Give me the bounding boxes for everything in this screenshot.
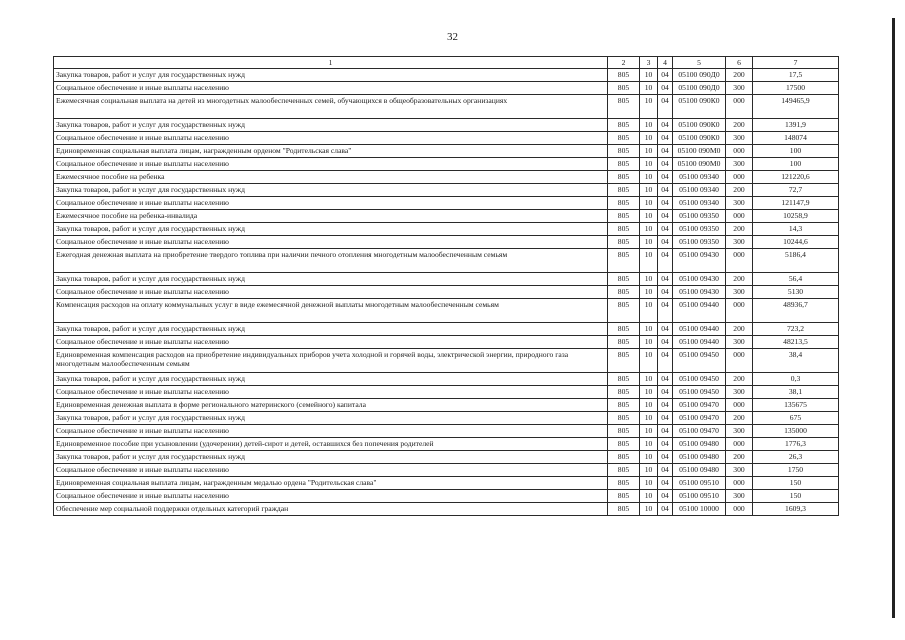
row-cell-4: 04 — [658, 399, 673, 412]
row-cell-7: 100 — [753, 158, 839, 171]
row-cell-2: 805 — [608, 273, 640, 286]
row-cell-4: 04 — [658, 69, 673, 82]
row-cell-6: 200 — [726, 412, 753, 425]
row-cell-3: 10 — [640, 425, 658, 438]
row-cell-2: 805 — [608, 412, 640, 425]
row-name-cell: Единовременная социальная выплата лицам, награжденным орденом "Родительская слава" — [54, 145, 608, 158]
row-cell-7: 72,7 — [753, 184, 839, 197]
row-cell-4: 04 — [658, 210, 673, 223]
row-cell-2: 805 — [608, 210, 640, 223]
row-cell-4: 04 — [658, 451, 673, 464]
row-cell-3: 10 — [640, 119, 658, 132]
row-name-cell: Закупка товаров, работ и услуг для государственных нужд — [54, 273, 608, 286]
table-row — [54, 336, 839, 349]
row-cell-2: 805 — [608, 464, 640, 477]
row-name-cell: Социальное обеспечение и иные выплаты населению — [54, 132, 608, 145]
row-cell-5: 05100 09470 — [673, 399, 726, 412]
row-cell-3: 10 — [640, 336, 658, 349]
row-cell-7: 5186,4 — [753, 249, 839, 273]
row-cell-3: 10 — [640, 349, 658, 373]
row-name-cell: Социальное обеспечение и иные выплаты населению — [54, 464, 608, 477]
row-cell-7: 723,2 — [753, 323, 839, 336]
row-cell-3: 10 — [640, 490, 658, 503]
row-cell-5: 05100 09340 — [673, 184, 726, 197]
table-row — [54, 464, 839, 477]
row-cell-5: 05100 09440 — [673, 336, 726, 349]
row-cell-3: 10 — [640, 286, 658, 299]
table-row — [54, 286, 839, 299]
row-cell-5: 05100 09470 — [673, 412, 726, 425]
row-cell-6: 300 — [726, 132, 753, 145]
row-cell-4: 04 — [658, 323, 673, 336]
row-cell-2: 805 — [608, 119, 640, 132]
row-cell-2: 805 — [608, 158, 640, 171]
table-row — [54, 399, 839, 412]
row-name-cell: Компенсация расходов на оплату коммунальных услуг в виде ежемесячной денежной выплаты многодетным малообеспеченным семьям — [54, 299, 608, 323]
row-cell-3: 10 — [640, 373, 658, 386]
row-cell-5: 05100 090Д0 — [673, 69, 726, 82]
row-cell-2: 805 — [608, 95, 640, 119]
row-name-cell: Закупка товаров, работ и услуг для государственных нужд — [54, 119, 608, 132]
row-cell-2: 805 — [608, 399, 640, 412]
table-row — [54, 451, 839, 464]
row-name-cell: Социальное обеспечение и иные выплаты населению — [54, 286, 608, 299]
row-name-cell: Социальное обеспечение и иные выплаты населению — [54, 336, 608, 349]
row-cell-6: 200 — [726, 323, 753, 336]
table-row — [54, 197, 839, 210]
row-cell-2: 805 — [608, 82, 640, 95]
row-name-cell: Социальное обеспечение и иные выплаты населению — [54, 158, 608, 171]
row-name-cell: Социальное обеспечение и иные выплаты населению — [54, 425, 608, 438]
row-cell-2: 805 — [608, 184, 640, 197]
row-cell-4: 04 — [658, 503, 673, 516]
row-cell-2: 805 — [608, 425, 640, 438]
row-cell-7: 1609,3 — [753, 503, 839, 516]
row-cell-5: 05100 09440 — [673, 299, 726, 323]
row-cell-5: 05100 10000 — [673, 503, 726, 516]
row-cell-5: 05100 090Д0 — [673, 82, 726, 95]
row-cell-4: 04 — [658, 197, 673, 210]
table-row — [54, 412, 839, 425]
row-cell-6: 300 — [726, 464, 753, 477]
row-cell-7: 38,4 — [753, 349, 839, 373]
row-cell-4: 04 — [658, 438, 673, 451]
row-cell-4: 04 — [658, 464, 673, 477]
row-cell-5: 05100 09510 — [673, 477, 726, 490]
row-cell-6: 000 — [726, 438, 753, 451]
table-row — [54, 349, 839, 373]
table-row — [54, 69, 839, 82]
table-row — [54, 82, 839, 95]
row-cell-6: 000 — [726, 249, 753, 273]
row-cell-5: 05100 090М0 — [673, 145, 726, 158]
row-cell-2: 805 — [608, 477, 640, 490]
table-row — [54, 503, 839, 516]
row-cell-2: 805 — [608, 299, 640, 323]
row-cell-2: 805 — [608, 197, 640, 210]
row-cell-2: 805 — [608, 503, 640, 516]
row-cell-7: 48213,5 — [753, 336, 839, 349]
table-row — [54, 95, 839, 119]
row-cell-7: 150 — [753, 477, 839, 490]
row-cell-7: 150 — [753, 490, 839, 503]
table-row — [54, 223, 839, 236]
table-row — [54, 386, 839, 399]
row-cell-3: 10 — [640, 95, 658, 119]
row-cell-4: 04 — [658, 386, 673, 399]
row-cell-4: 04 — [658, 412, 673, 425]
row-name-cell: Социальное обеспечение и иные выплаты населению — [54, 197, 608, 210]
row-cell-6: 200 — [726, 69, 753, 82]
row-cell-7: 38,1 — [753, 386, 839, 399]
row-cell-5: 05100 09480 — [673, 438, 726, 451]
row-name-cell: Закупка товаров, работ и услуг для государственных нужд — [54, 373, 608, 386]
row-cell-7: 100 — [753, 145, 839, 158]
row-cell-6: 300 — [726, 197, 753, 210]
row-cell-6: 300 — [726, 490, 753, 503]
row-cell-3: 10 — [640, 438, 658, 451]
row-cell-5: 05100 09480 — [673, 464, 726, 477]
row-cell-4: 04 — [658, 373, 673, 386]
row-cell-6: 200 — [726, 373, 753, 386]
budget-table — [53, 56, 839, 516]
row-cell-3: 10 — [640, 503, 658, 516]
row-cell-5: 05100 09470 — [673, 425, 726, 438]
row-cell-5: 05100 090К0 — [673, 132, 726, 145]
row-name-cell: Социальное обеспечение и иные выплаты населению — [54, 236, 608, 249]
table-row — [54, 373, 839, 386]
row-cell-3: 10 — [640, 412, 658, 425]
row-cell-7: 1391,9 — [753, 119, 839, 132]
row-cell-6: 300 — [726, 336, 753, 349]
row-cell-4: 04 — [658, 349, 673, 373]
row-cell-6: 000 — [726, 171, 753, 184]
row-cell-7: 135675 — [753, 399, 839, 412]
row-cell-6: 300 — [726, 286, 753, 299]
row-name-cell: Ежегодная денежная выплата на приобретение твердого топлива при наличии печного отопления многодетным малообеспеченным семьям — [54, 249, 608, 273]
row-cell-3: 10 — [640, 184, 658, 197]
row-cell-3: 10 — [640, 197, 658, 210]
row-cell-2: 805 — [608, 349, 640, 373]
table-row — [54, 119, 839, 132]
row-cell-4: 04 — [658, 95, 673, 119]
row-cell-5: 05100 09340 — [673, 171, 726, 184]
row-cell-5: 05100 09350 — [673, 210, 726, 223]
table-row — [54, 145, 839, 158]
row-cell-7: 135000 — [753, 425, 839, 438]
row-cell-7: 675 — [753, 412, 839, 425]
header-cell: 7 — [753, 57, 839, 69]
row-cell-7: 0,3 — [753, 373, 839, 386]
row-cell-4: 04 — [658, 490, 673, 503]
row-cell-7: 148074 — [753, 132, 839, 145]
row-name-cell: Ежемесячное пособие на ребенка-инвалида — [54, 210, 608, 223]
page-number: 32 — [447, 31, 458, 43]
row-cell-6: 300 — [726, 236, 753, 249]
row-name-cell: Единовременное пособие при усыновлении (удочерении) детей-сирот и детей, оставшихся без попечения родителей — [54, 438, 608, 451]
row-cell-6: 200 — [726, 184, 753, 197]
row-cell-2: 805 — [608, 386, 640, 399]
row-cell-6: 300 — [726, 82, 753, 95]
row-cell-3: 10 — [640, 299, 658, 323]
row-cell-7: 121147,9 — [753, 197, 839, 210]
row-cell-3: 10 — [640, 82, 658, 95]
row-cell-7: 121220,6 — [753, 171, 839, 184]
row-cell-7: 1776,3 — [753, 438, 839, 451]
row-cell-6: 300 — [726, 158, 753, 171]
table-row — [54, 236, 839, 249]
row-cell-3: 10 — [640, 145, 658, 158]
row-cell-6: 300 — [726, 386, 753, 399]
table-row — [54, 273, 839, 286]
row-cell-5: 05100 09450 — [673, 349, 726, 373]
table-row — [54, 490, 839, 503]
table-row — [54, 249, 839, 273]
row-name-cell: Ежемесячное пособие на ребенка — [54, 171, 608, 184]
row-cell-5: 05100 090К0 — [673, 95, 726, 119]
row-cell-4: 04 — [658, 223, 673, 236]
row-cell-4: 04 — [658, 286, 673, 299]
header-cell: 6 — [726, 57, 753, 69]
row-cell-7: 10258,9 — [753, 210, 839, 223]
row-cell-7: 14,3 — [753, 223, 839, 236]
row-cell-3: 10 — [640, 451, 658, 464]
header-cell: 5 — [673, 57, 726, 69]
row-cell-4: 04 — [658, 249, 673, 273]
row-cell-4: 04 — [658, 477, 673, 490]
row-cell-7: 5130 — [753, 286, 839, 299]
row-cell-6: 000 — [726, 299, 753, 323]
row-cell-6: 000 — [726, 349, 753, 373]
table-row — [54, 425, 839, 438]
row-cell-6: 000 — [726, 95, 753, 119]
table-header-row — [54, 57, 839, 69]
row-cell-2: 805 — [608, 171, 640, 184]
row-cell-2: 805 — [608, 249, 640, 273]
row-cell-7: 26,3 — [753, 451, 839, 464]
row-name-cell: Единовременная денежная выплата в форме регионального материнского (семейного) капитала — [54, 399, 608, 412]
row-cell-5: 05100 09430 — [673, 249, 726, 273]
row-cell-2: 805 — [608, 286, 640, 299]
row-cell-5: 05100 09510 — [673, 490, 726, 503]
row-name-cell: Социальное обеспечение и иные выплаты населению — [54, 490, 608, 503]
row-cell-6: 200 — [726, 119, 753, 132]
row-cell-4: 04 — [658, 299, 673, 323]
row-cell-2: 805 — [608, 236, 640, 249]
row-cell-7: 56,4 — [753, 273, 839, 286]
row-cell-6: 000 — [726, 145, 753, 158]
row-name-cell: Закупка товаров, работ и услуг для государственных нужд — [54, 69, 608, 82]
row-cell-2: 805 — [608, 438, 640, 451]
row-cell-2: 805 — [608, 132, 640, 145]
header-cell: 3 — [640, 57, 658, 69]
row-cell-4: 04 — [658, 145, 673, 158]
row-name-cell: Социальное обеспечение и иные выплаты населению — [54, 82, 608, 95]
row-cell-4: 04 — [658, 82, 673, 95]
page-edge-shadow — [892, 18, 895, 618]
row-name-cell: Закупка товаров, работ и услуг для государственных нужд — [54, 451, 608, 464]
row-cell-6: 000 — [726, 503, 753, 516]
row-cell-6: 200 — [726, 273, 753, 286]
row-cell-3: 10 — [640, 399, 658, 412]
row-name-cell: Единовременная социальная выплата лицам, награжденным медалью ордена "Родительская слава" — [54, 477, 608, 490]
table-row — [54, 171, 839, 184]
row-cell-4: 04 — [658, 425, 673, 438]
row-name-cell: Закупка товаров, работ и услуг для государственных нужд — [54, 223, 608, 236]
row-cell-7: 1750 — [753, 464, 839, 477]
row-cell-7: 17500 — [753, 82, 839, 95]
row-cell-4: 04 — [658, 336, 673, 349]
row-name-cell: Закупка товаров, работ и услуг для государственных нужд — [54, 323, 608, 336]
row-cell-3: 10 — [640, 464, 658, 477]
row-cell-2: 805 — [608, 336, 640, 349]
row-cell-5: 05100 09350 — [673, 236, 726, 249]
table-row — [54, 299, 839, 323]
row-cell-2: 805 — [608, 490, 640, 503]
row-cell-5: 05100 09450 — [673, 373, 726, 386]
row-cell-5: 05100 09340 — [673, 197, 726, 210]
row-cell-4: 04 — [658, 171, 673, 184]
row-name-cell: Закупка товаров, работ и услуг для государственных нужд — [54, 412, 608, 425]
row-cell-5: 05100 09480 — [673, 451, 726, 464]
row-cell-2: 805 — [608, 323, 640, 336]
row-cell-7: 10244,6 — [753, 236, 839, 249]
row-cell-4: 04 — [658, 184, 673, 197]
row-cell-6: 000 — [726, 210, 753, 223]
row-cell-3: 10 — [640, 158, 658, 171]
table-row — [54, 477, 839, 490]
row-cell-7: 17,5 — [753, 69, 839, 82]
row-cell-3: 10 — [640, 210, 658, 223]
header-cell: 4 — [658, 57, 673, 69]
row-cell-2: 805 — [608, 145, 640, 158]
row-cell-7: 48936,7 — [753, 299, 839, 323]
row-cell-3: 10 — [640, 171, 658, 184]
row-cell-2: 805 — [608, 373, 640, 386]
row-cell-3: 10 — [640, 132, 658, 145]
row-cell-2: 805 — [608, 69, 640, 82]
table-row — [54, 158, 839, 171]
row-cell-3: 10 — [640, 69, 658, 82]
row-cell-3: 10 — [640, 386, 658, 399]
row-cell-4: 04 — [658, 132, 673, 145]
row-cell-3: 10 — [640, 273, 658, 286]
row-cell-5: 05100 09430 — [673, 286, 726, 299]
row-cell-3: 10 — [640, 236, 658, 249]
table-row — [54, 438, 839, 451]
header-cell: 1 — [54, 57, 608, 69]
row-name-cell: Ежемесячная социальная выплата на детей из многодетных малообеспеченных семей, обучающихся в общеобразовательных организациях — [54, 95, 608, 119]
row-cell-5: 05100 09350 — [673, 223, 726, 236]
row-cell-2: 805 — [608, 223, 640, 236]
table-row — [54, 210, 839, 223]
header-cell: 2 — [608, 57, 640, 69]
row-name-cell: Социальное обеспечение и иные выплаты населению — [54, 386, 608, 399]
row-cell-6: 000 — [726, 477, 753, 490]
row-cell-6: 200 — [726, 223, 753, 236]
row-name-cell: Обеспечение мер социальной поддержки отдельных категорий граждан — [54, 503, 608, 516]
row-cell-5: 05100 090К0 — [673, 119, 726, 132]
row-cell-3: 10 — [640, 477, 658, 490]
table-row — [54, 184, 839, 197]
row-cell-5: 05100 09440 — [673, 323, 726, 336]
row-cell-6: 200 — [726, 451, 753, 464]
row-cell-5: 05100 09430 — [673, 273, 726, 286]
row-cell-3: 10 — [640, 249, 658, 273]
row-cell-5: 05100 09450 — [673, 386, 726, 399]
row-cell-6: 300 — [726, 425, 753, 438]
row-cell-3: 10 — [640, 223, 658, 236]
row-cell-2: 805 — [608, 451, 640, 464]
row-cell-7: 149465,9 — [753, 95, 839, 119]
table-row — [54, 132, 839, 145]
row-cell-4: 04 — [658, 158, 673, 171]
row-cell-4: 04 — [658, 273, 673, 286]
row-name-cell: Закупка товаров, работ и услуг для государственных нужд — [54, 184, 608, 197]
row-cell-3: 10 — [640, 323, 658, 336]
table-row — [54, 323, 839, 336]
row-cell-4: 04 — [658, 119, 673, 132]
row-cell-4: 04 — [658, 236, 673, 249]
row-name-cell: Единовременная компенсация расходов на приобретение индивидуальных приборов учета холодной и горячей воды, электрической энергии, природного газа многодетным малообеспеченным семьям — [54, 349, 608, 373]
row-cell-5: 05100 090М0 — [673, 158, 726, 171]
row-cell-6: 000 — [726, 399, 753, 412]
